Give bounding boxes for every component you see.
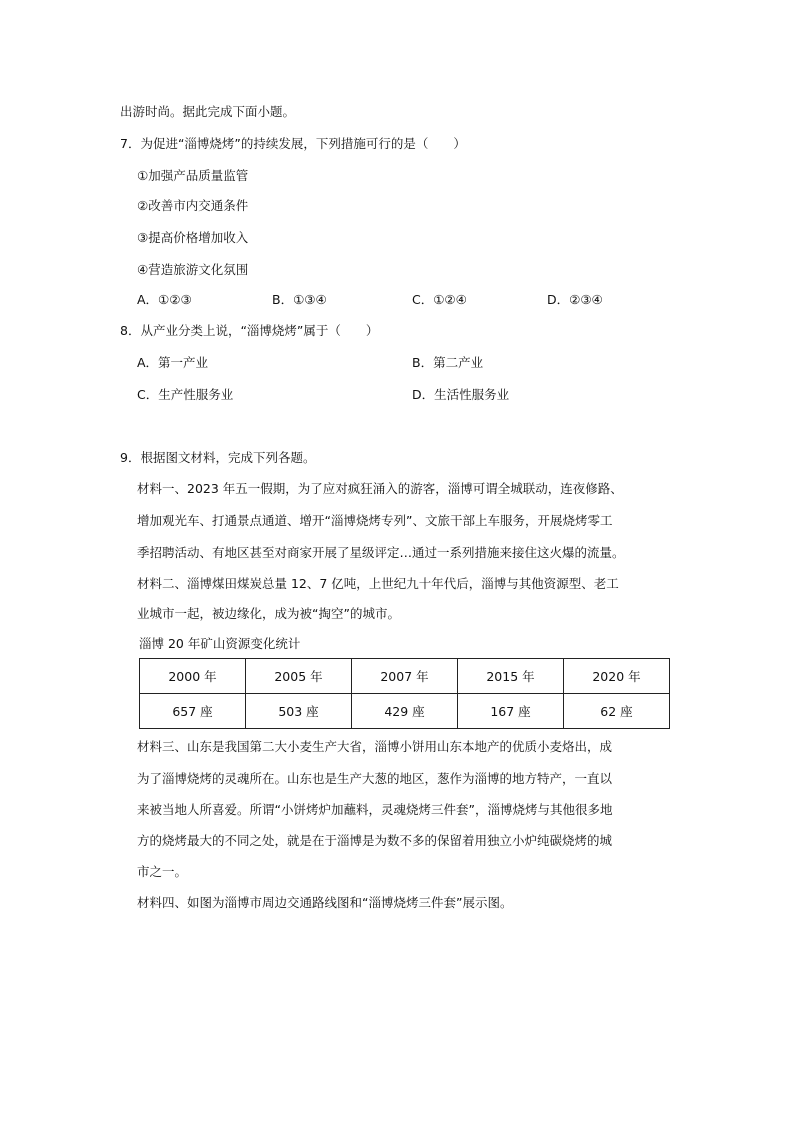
table-caption: 淄博 20 年矿山资源变化统计: [139, 636, 301, 651]
intro-text: 出游时尚。据此完成下面小题。: [120, 104, 296, 119]
question-7-option-a: A．①②③: [137, 292, 192, 307]
material-3-line-4: 方的烧烤最大的不同之处，就是在于淄博是为数不多的保留着用独立小炉纯碳烧烤的城: [137, 833, 613, 848]
table-cell-year: 2015 年: [458, 659, 564, 694]
question-8-option-d: D．生活性服务业: [412, 387, 510, 402]
table-cell-count: 62 座: [564, 694, 670, 729]
question-7-option-b: B．①③④: [272, 292, 327, 307]
material-2-line-1: 材料二、淄博煤田煤炭总量 12、7 亿吨，上世纪九十年代后，淄博与其他资源型、老工: [137, 576, 619, 591]
table-cell-count: 657 座: [140, 694, 246, 729]
table-cell-year: 2005 年: [246, 659, 352, 694]
material-3-line-5: 市之一。: [137, 864, 188, 879]
question-8-option-a: A．第一产业: [137, 355, 209, 370]
table-cell-count: 167 座: [458, 694, 564, 729]
material-1-line-3: 季招聘活动、有地区甚至对商家开展了星级评定…通过一系列措施来接住这火爆的流量。: [137, 545, 625, 560]
material-4-text: 材料四、如图为淄博市周边交通路线图和“淄博烧烤三件套”展示图。: [137, 895, 513, 910]
table-cell-count: 503 座: [246, 694, 352, 729]
table-row: [140, 694, 670, 729]
question-7-stem: 7．为促进“淄博烧烤”的持续发展，下列措施可行的是（ ）: [120, 136, 466, 151]
material-2-line-2: 业城市一起，被边缘化，成为被“掏空”的城市。: [137, 606, 400, 621]
table-row: [140, 659, 670, 694]
question-7-item-4: ④营造旅游文化氛围: [137, 262, 249, 277]
table-cell-year: 2007 年: [352, 659, 458, 694]
material-3-line-3: 来被当地人所喜爱。所谓“小饼烤炉加蘸料，灵魂烧烤三件套”，淄博烧烤与其他很多地: [137, 802, 613, 817]
question-7-item-1: ①加强产品质量监管: [137, 168, 249, 183]
question-9-stem: 9．根据图文材料，完成下列各题。: [120, 450, 316, 465]
material-3-line-2: 为了淄博烧烤的灵魂所在。山东也是生产大葱的地区，葱作为淄博的地方特产，一直以: [137, 771, 613, 786]
question-7-item-3: ③提高价格增加收入: [137, 230, 249, 245]
table-cell-count: 429 座: [352, 694, 458, 729]
question-8-option-c: C．生产性服务业: [137, 387, 234, 402]
question-7-option-c: C．①②④: [412, 292, 467, 307]
question-8-option-b: B．第二产业: [412, 355, 484, 370]
table-cell-year: 2020 年: [564, 659, 670, 694]
material-3-line-1: 材料三、山东是我国第二大小麦生产大省，淄博小饼用山东本地产的优质小麦烙出，成: [137, 739, 613, 754]
mine-statistics-table: [139, 658, 670, 729]
question-8-stem: 8．从产业分类上说，“淄博烧烤”属于（ ）: [120, 323, 379, 338]
material-1-line-1: 材料一、2023 年五一假期，为了应对疯狂涌入的游客，淄博可谓全城联动，连夜修路、: [137, 481, 623, 496]
table-cell-year: 2000 年: [140, 659, 246, 694]
question-7-option-d: D．②③④: [547, 292, 603, 307]
question-7-item-2: ②改善市内交通条件: [137, 198, 249, 213]
material-1-line-2: 增加观光车、打通景点通道、增开“淄博烧烤专列”、文旅干部上车服务，开展烧烤零工: [137, 513, 613, 528]
